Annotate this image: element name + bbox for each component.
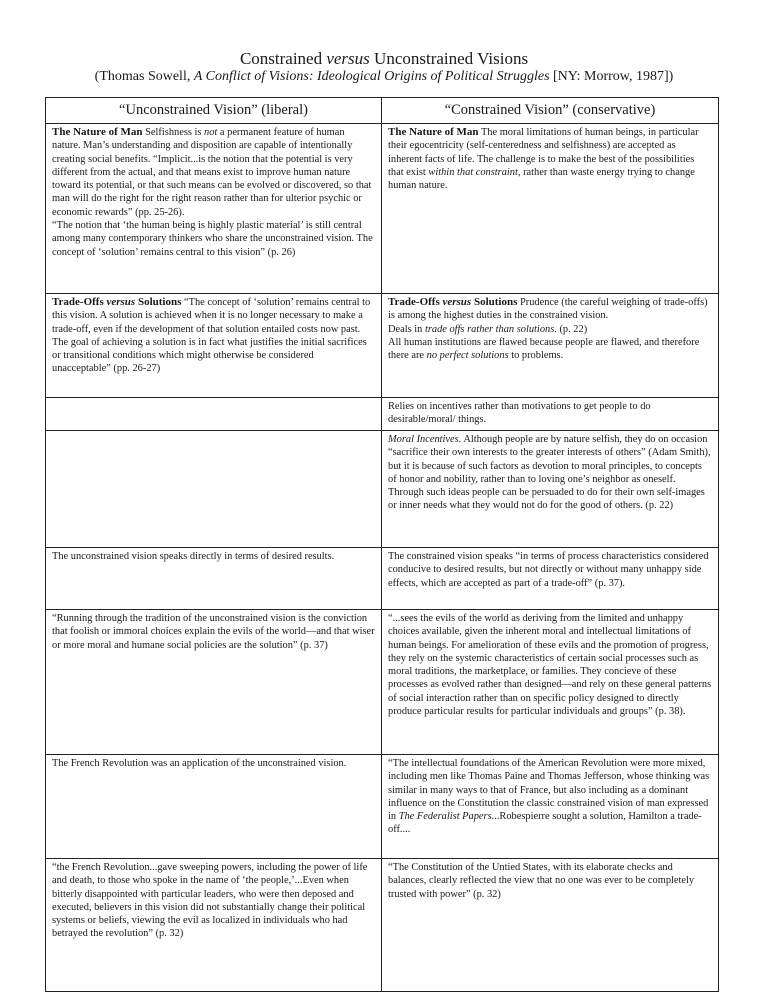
table-cell: “The intellectual foundations of the American Revolution were more mixed, including men like Thomas Paine and Thomas Jefferson, whose thinking was similar in many ways to that of France, but also including as a dominant influence on the Constitution the classic constrained vision of man expressed in The Federalist Papers...Robespierre sought a solution, Hamilton a trade-off.... — [382, 755, 719, 859]
table-row — [46, 294, 719, 398]
table-row — [46, 398, 719, 431]
table-cell: The unconstrained vision speaks directly in terms of desired results. — [46, 548, 382, 610]
table-cell-empty — [46, 398, 382, 431]
table-cell: The constrained vision speaks “in terms of process characteristics considered conducive to desired results, but not directly or without many unhappy side effects, which are accepted as part of a trade-off” (p. 37). — [382, 548, 719, 610]
table-row — [46, 548, 719, 610]
table-cell: Relies on incentives rather than motivations to get people to do desirable/moral/ things. — [382, 398, 719, 431]
table-row — [46, 610, 719, 755]
table-cell: The Nature of Man Selfishness is not a permanent feature of human nature. Man’s understanding and disposition are capable of intentionally creating social benefits. “Implicit...is the notion that the potential is very different from the actual, and that means exist to improve human nature toward its potential, or that such means can be evolved or discovered, so that man will do the right for the right reason rather than for ulterior psychic or economic rewards” (pp. 25-26). “The notion that ‘the human being is highly plastic material’ is still central among many contemporary thinkers who share the unconstrained vision. The concept of ‘solution’ remains central to this vision” (p. 26) — [46, 124, 382, 294]
table-cell-empty — [46, 431, 382, 548]
table-cell: “...sees the evils of the world as deriving from the limited and unhappy choices available, given the inherent moral and intellectual limitations of human beings. For amelioration of these evils and the promotion of progress, they rely on the systemic characteristics of certain social processes such as moral traditions, the marketplace, or families. They concieve of these processes as evolved rather than designed—and rely on these general patterns of social interaction rather than on specific policy designed to directly produce particular results for particular individuals and groups” (p. 38). — [382, 610, 719, 755]
table-header-row — [46, 98, 719, 124]
cell-heading: Trade-Offs versus Solutions — [388, 296, 518, 308]
table-row — [46, 859, 719, 992]
comparison-table — [45, 97, 719, 992]
page-subtitle: (Thomas Sowell, A Conflict of Visions: Ideological Origins of Political Struggles [NY: Morrow, 1987]) — [94, 69, 674, 84]
table-cell: Moral Incentives. Although people are by nature selfish, they do on occasion “sacrifice their own interests to the greater interests of others” (Adam Smith), but it is because of such factors as devotion to moral principles, to concepts of honor and nobility, rather than to loving one’s neighbor as oneself. Through such ideas people can be persuaded to do for their own self-images or inner needs what they would not do for the good of others. (p. 22) — [382, 431, 719, 548]
column-header-unconstrained: “Unconstrained Vision” (liberal) — [46, 98, 382, 124]
table-cell: Trade-Offs versus Solutions “The concept of ‘solution’ remains central to this vision. A solution is achieved when it is no longer necessary to make a trade-off, even if the development of that solution entailed costs now past. The goal of achieving a solution is in fact what justifies the initial sacrifices or transitional conditions which might otherwise be considered unacceptable” (pp. 26-27) — [46, 294, 382, 398]
cell-heading: Trade-Offs versus Solutions — [52, 296, 182, 308]
page-title: Constrained versus Unconstrained Visions — [239, 49, 529, 68]
cell-heading: The Nature of Man — [388, 126, 479, 138]
table-cell: “The Constitution of the Untied States, with its elaborate checks and balances, clearly reflected the view that no one was ever to be completely trusted with power” (p. 32) — [382, 859, 719, 992]
table-cell: The French Revolution was an application of the unconstrained vision. — [46, 755, 382, 859]
table-row — [46, 755, 719, 859]
table-cell: “the French Revolution...gave sweeping powers, including the power of life and death, to those who spoke in the name of ‘the people,’...Even when bitterly disappointed with particular leaders, who were then deposed and executed, believers in this vision did not substantially change their political systems or beliefs, viewing the evil as localized in individuals who had betrayed the revolution” (p. 32) — [46, 859, 382, 992]
table-cell: Trade-Offs versus Solutions Prudence (the careful weighing of trade-offs) is among the highest duties in the constrained vision. Deals in trade offs rather than solutions. (p. 22) All human institutions are flawed because people are flawed, and therefore there are no perfect solutions to problems. — [382, 294, 719, 398]
cell-heading: The Nature of Man — [52, 126, 143, 138]
table-row — [46, 431, 719, 548]
column-header-constrained: “Constrained Vision” (conservative) — [382, 98, 719, 124]
table-cell: “Running through the tradition of the unconstrained vision is the conviction that foolish or immoral choices explain the evils of the world—and that wiser or more moral and humane social policies are the solution” (p. 37) — [46, 610, 382, 755]
table-cell: The Nature of Man The moral limitations of human beings, in particular their egocentricity (self-centeredness and selfishness) are accepted as inherent facts of life. The challenge is to make the best of the possibilities that exist within that constraint, rather than waste energy trying to change human nature. — [382, 124, 719, 294]
table-row — [46, 124, 719, 294]
